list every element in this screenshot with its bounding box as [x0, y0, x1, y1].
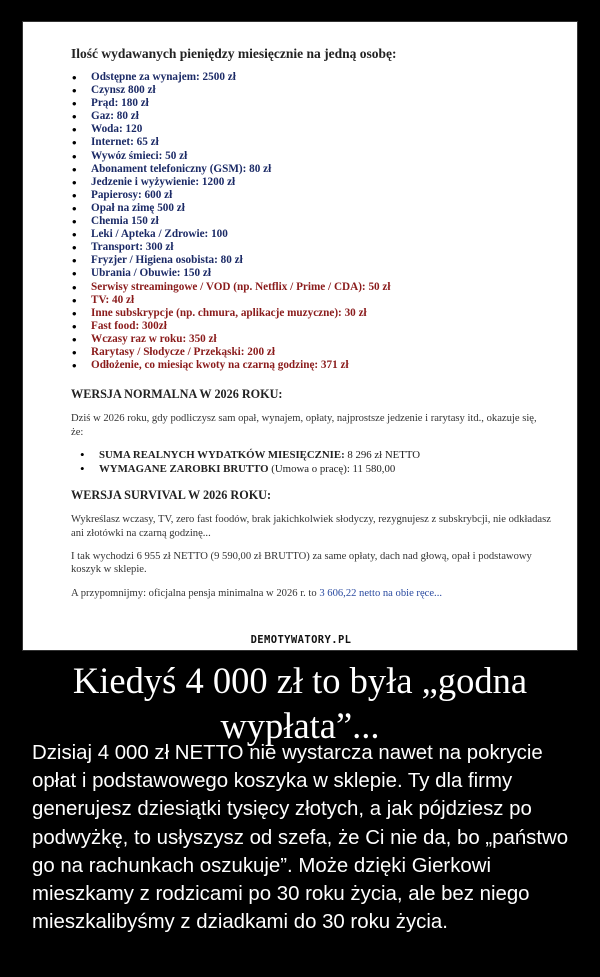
meme-description: Dzisiaj 4 000 zł NETTO nie wystarcza nawet na pokrycie opłat i podstawowego koszyka w sklepie. Ty dla firmy generujesz dziesiątki tysięcy złotych, a jak pójdziesz po podwyżkę, to usłyszysz od szefa, że Ci nie da, bo „państwo go na rachunkach oszukuje”. Może dzięki Gierkowi mieszkamy z rodzicami po 30 roku życia, ale bez niego mieszkalibyśmy z dziadkami do 30 roku życia. [32, 742, 569, 934]
reminder-prefix: A przypomnijmy: oficjalna pensja minimalna w 2026 r. to [71, 587, 320, 599]
cost-item: • Gaz: 80 zł [71, 110, 551, 123]
reminder-text [71, 587, 551, 600]
cost-item: • Fryzjer / Higiena osobista: 80 zł [71, 254, 551, 267]
cost-item: • Jedzenie i wyżywienie: 1200 zł [71, 176, 551, 189]
cost-item: • Abonament telefoniczny (GSM): 80 zł [71, 163, 551, 176]
cost-item: • TV: 40 zł [71, 294, 551, 307]
cost-item: • Odłożenie, co miesiąc kwoty na czarną godzinę: 371 zł [71, 359, 551, 372]
gross-label: WYMAGANE ZAROBKI BRUTTO [99, 462, 269, 475]
survival-text-2: I tak wychodzi 6 955 zł NETTO (9 590,00 zł BRUTTO) za same opłaty, dach nad głową, opał i podstawowy koszyk w sklepie. [71, 550, 532, 576]
normal-version-heading: WERSJA NORMALNA W 2026 ROKU: [71, 387, 283, 402]
watermark: DEMOTYWATORY.PL [250, 634, 352, 646]
cost-item: • Opał na zimę 500 zł [71, 202, 551, 215]
summary-item-expenses [71, 449, 551, 463]
cost-item: • Leki / Apteka / Zdrowie: 100 [71, 228, 551, 241]
sum-value: 8 296 zł NETTO [344, 448, 421, 461]
meme-headline: Kiedyś 4 000 zł to była „godna wypłata”... [72, 660, 528, 746]
cost-item: • Rarytasy / Słodycze / Przekąski: 200 zł [71, 346, 551, 359]
gross-value: (Umowa o pracę): 11 580,00 [268, 462, 396, 475]
cost-item: • Odstępne za wynajem: 2500 zł [71, 71, 551, 84]
cost-item: • Papierosy: 600 zł [71, 189, 551, 202]
summary-list [71, 449, 551, 476]
cost-item: • Prąd: 180 zł [71, 97, 551, 110]
cost-item: • Woda: 120 [71, 123, 551, 136]
cost-item: • Ubrania / Obuwie: 150 zł [71, 267, 551, 280]
sum-label: SUMA REALNYCH WYDATKÓW MIESIĘCZNIE: [99, 448, 345, 461]
meme-image-frame [22, 21, 578, 651]
summary-item-gross [71, 463, 551, 477]
cost-item: • Fast food: 300zł [71, 320, 551, 333]
cost-item: • Internet: 65 zł [71, 136, 551, 149]
reminder-value: 3 606,22 netto na obie ręce... [319, 587, 442, 599]
cost-item: • Transport: 300 zł [71, 241, 551, 254]
cost-document [71, 46, 551, 600]
survival-version-heading: WERSJA SURVIVAL W 2026 ROKU: [71, 488, 272, 503]
cost-item: • Wywóz śmieci: 50 zł [71, 150, 551, 163]
cost-item: • Serwisy streamingowe / VOD (np. Netflix / Prime / CDA): 50 zł [71, 281, 551, 294]
document-title: Ilość wydawanych pieniędzy miesięcznie na jedną osobę: [71, 46, 397, 61]
cost-item: • Czynsz 800 zł [71, 84, 551, 97]
survival-text-1: Wykreślasz wczasy, TV, zero fast foodów, brak jakichkolwiek słodyczy, rezygnujesz z subskrybcji, nie odkładasz ani złotówki na czarną godzinę... [71, 514, 551, 539]
cost-item: • Inne subskrypcje (np. chmura, aplikacje muzyczne): 30 zł [71, 307, 551, 320]
cost-item: • Wczasy raz w roku: 350 zł [71, 333, 551, 346]
cost-list [71, 71, 551, 372]
normal-version-text: Dziś w 2026 roku, gdy podliczysz sam opał, wynajem, opłaty, najprostsze jedzenie i rarytasy itd., okazuje się, że: [71, 413, 537, 438]
cost-item: • Chemia 150 zł [71, 215, 551, 228]
